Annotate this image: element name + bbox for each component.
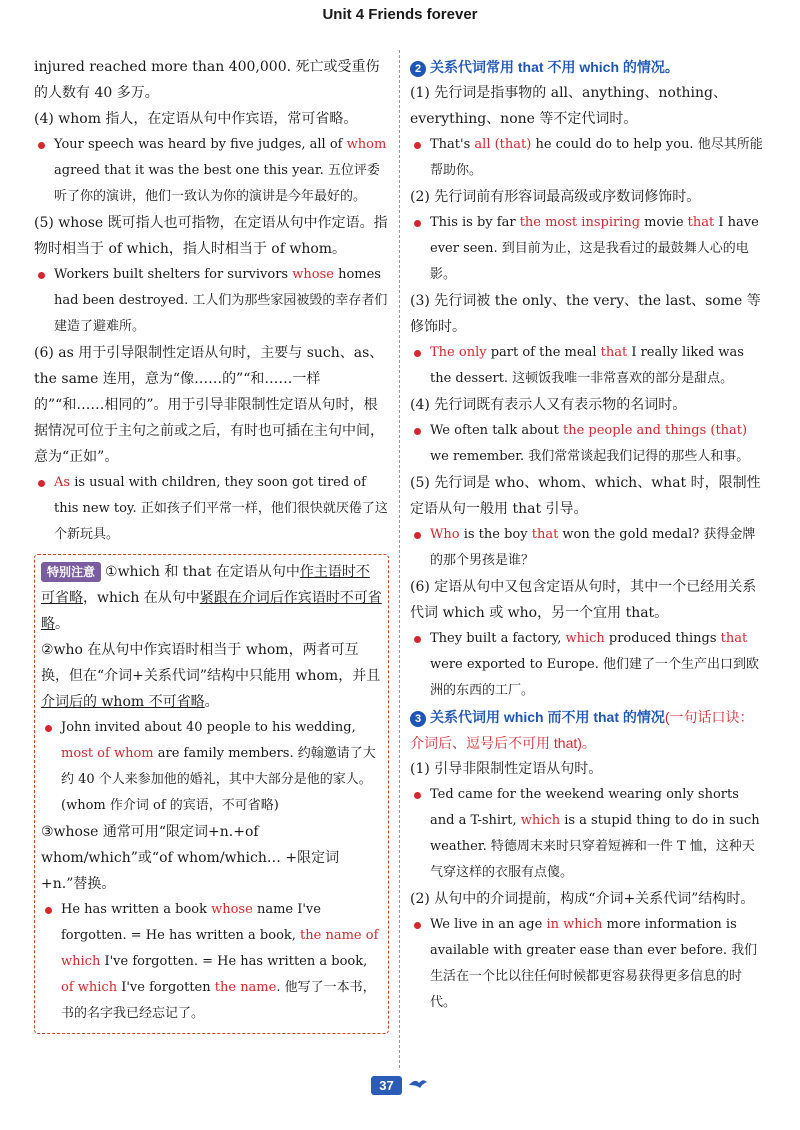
rule-that-6: (6) 定语从句中又包含定语从句时，其中一个已经用关系代词 which 或 who，另一个宜用 that。 xyxy=(410,579,757,621)
rule-that-5: (5) 先行词是 who、whom、which、what 时，限制性定语从句一般用 that 引导。 xyxy=(410,475,761,517)
example-whom: Your speech was heard by five judges, all of whom agreed that it was the best one this year. 五位评委听了你的演讲，他们一致认为你的演讲是今年最好的。 xyxy=(34,132,389,210)
rule-which-2: (2) 从句中的介词提前，构成“介词+关系代词”结构时。 xyxy=(410,891,755,907)
rule-that-3: (3) 先行词被 the only、the very、the last、some 等修饰时。 xyxy=(410,293,761,335)
page-number: 37 xyxy=(371,1076,401,1095)
section-heading-that: 2 关系代词常用 that 不用 which 的情况。 xyxy=(410,54,767,80)
right-column xyxy=(410,54,767,1016)
example-that-3: The only part of the meal that I really liked was the dessert. 这顿饭我唯一非常喜欢的部分是甜点。 xyxy=(410,340,767,392)
page-footer xyxy=(0,1074,800,1095)
rule-as: (6) as 用于引导限制性定语从句时，主要与 such、as、the same 连用，意为“像……的”“和……一样的”“和……相同的”。用于引导非限制性定语从句时，根据情况可位于主句之前或之后，有时也可插在主句中间，意为“正如”。 xyxy=(34,345,384,465)
section-number: 2 xyxy=(410,61,426,77)
example-that-1: That's all (that) he could do to help you. 他尽其所能帮助你。 xyxy=(410,132,767,184)
note-1: 特别注意 ①which 和 that 在定语从句中作主语时不可省略，which 在从句中紧跟在介词后作宾语时不可省略。 xyxy=(41,564,382,632)
rule-whom: (4) whom 指人，在定语从句中作宾语，常可省略。 xyxy=(34,111,358,127)
special-note-box xyxy=(34,554,389,1034)
example-that-2: This is by far the most inspiring movie that I have ever seen. 到目前为止，这是我看过的最鼓舞人心的电影。 xyxy=(410,210,767,288)
example-that-5: Who is the boy that won the gold medal? 获得金牌的那个男孩是谁？ xyxy=(410,522,767,574)
example-which-1: Ted came for the weekend wearing only shorts and a T-shirt, which is a stupid thing to do in such weather. 特德周末来时只穿着短裤和一件 T 恤，这种天气穿这样的衣服有点傻。 xyxy=(410,782,767,886)
example-that-4: We often talk about the people and things (that) we remember. 我们常常谈起我们记得的那些人和事。 xyxy=(410,418,767,470)
example-which-2: We live in an age in which more information is available with greater ease than ever before. 我们生活在一个比以往任何时候都更容易获得更多信息的时代。 xyxy=(410,912,767,1016)
rule-whose: (5) whose 既可指人也可指物，在定语从句中作定语。指物时相当于 of which，指人时相当于 of whom。 xyxy=(34,215,388,257)
rule-which-1: (1) 引导非限制性定语从句时。 xyxy=(410,761,603,777)
example-that-6: They built a factory, which produced things that were exported to Europe. 他们建了一个生产出口到欧洲的东西的工厂。 xyxy=(410,626,767,704)
example-whose-replace: He has written a book whose name I've forgotten. = He has written a book, the name of which I've forgotten. = He has written a book, of which I've forgotten the name. 他写了一本书，书的名字我已经忘记了。 xyxy=(41,897,382,1027)
note-2: ②who 在从句中作宾语时相当于 whom，两者可互换，但在“介词+关系代词”结构中只能用 whom，并且介词后的 whom 不可省略。 xyxy=(41,642,381,710)
note-tag: 特别注意 xyxy=(41,562,101,582)
section-heading-which: 3 关系代词用 which 而不用 that 的情况(一句话口诀：介词后、逗号后不可用 that)。 xyxy=(410,709,754,751)
section-number: 3 xyxy=(410,711,426,727)
page-header: Unit 4 Friends forever xyxy=(322,6,478,23)
rule-that-2: (2) 先行词前有形容词最高级或序数词修饰时。 xyxy=(410,189,701,205)
bird-icon xyxy=(407,1076,429,1090)
example-as: As is usual with children, they soon got tired of this new toy. 正如孩子们平常一样，他们很快就厌倦了这个新玩具。 xyxy=(34,470,389,548)
note-3: ③whose 通常可用“限定词+n.+of whom/which”或“of whom/which… +限定词+n.”替换。 xyxy=(41,824,340,892)
left-column xyxy=(34,54,389,1034)
column-divider xyxy=(399,50,400,1068)
rule-that-4: (4) 先行词既有表示人又有表示物的名词时。 xyxy=(410,397,687,413)
example-whose: Workers built shelters for survivors whose homes had been destroyed. 工人们为那些家园被毁的幸存者们建造了避难所。 xyxy=(34,262,389,340)
example-most-of-whom: John invited about 40 people to his wedding, most of whom are family members. 约翰邀请了大约 40 个人来参加他的婚礼，其中大部分是他的家人。(whom 作介词 of 的宾语，不可省略) xyxy=(41,715,382,819)
text-paragraph: injured reached more than 400,000. 死亡或受重伤的人数有 40 多万。 xyxy=(34,59,380,101)
rule-that-1: (1) 先行词是指事物的 all、anything、nothing、everything、none 等不定代词时。 xyxy=(410,85,727,127)
